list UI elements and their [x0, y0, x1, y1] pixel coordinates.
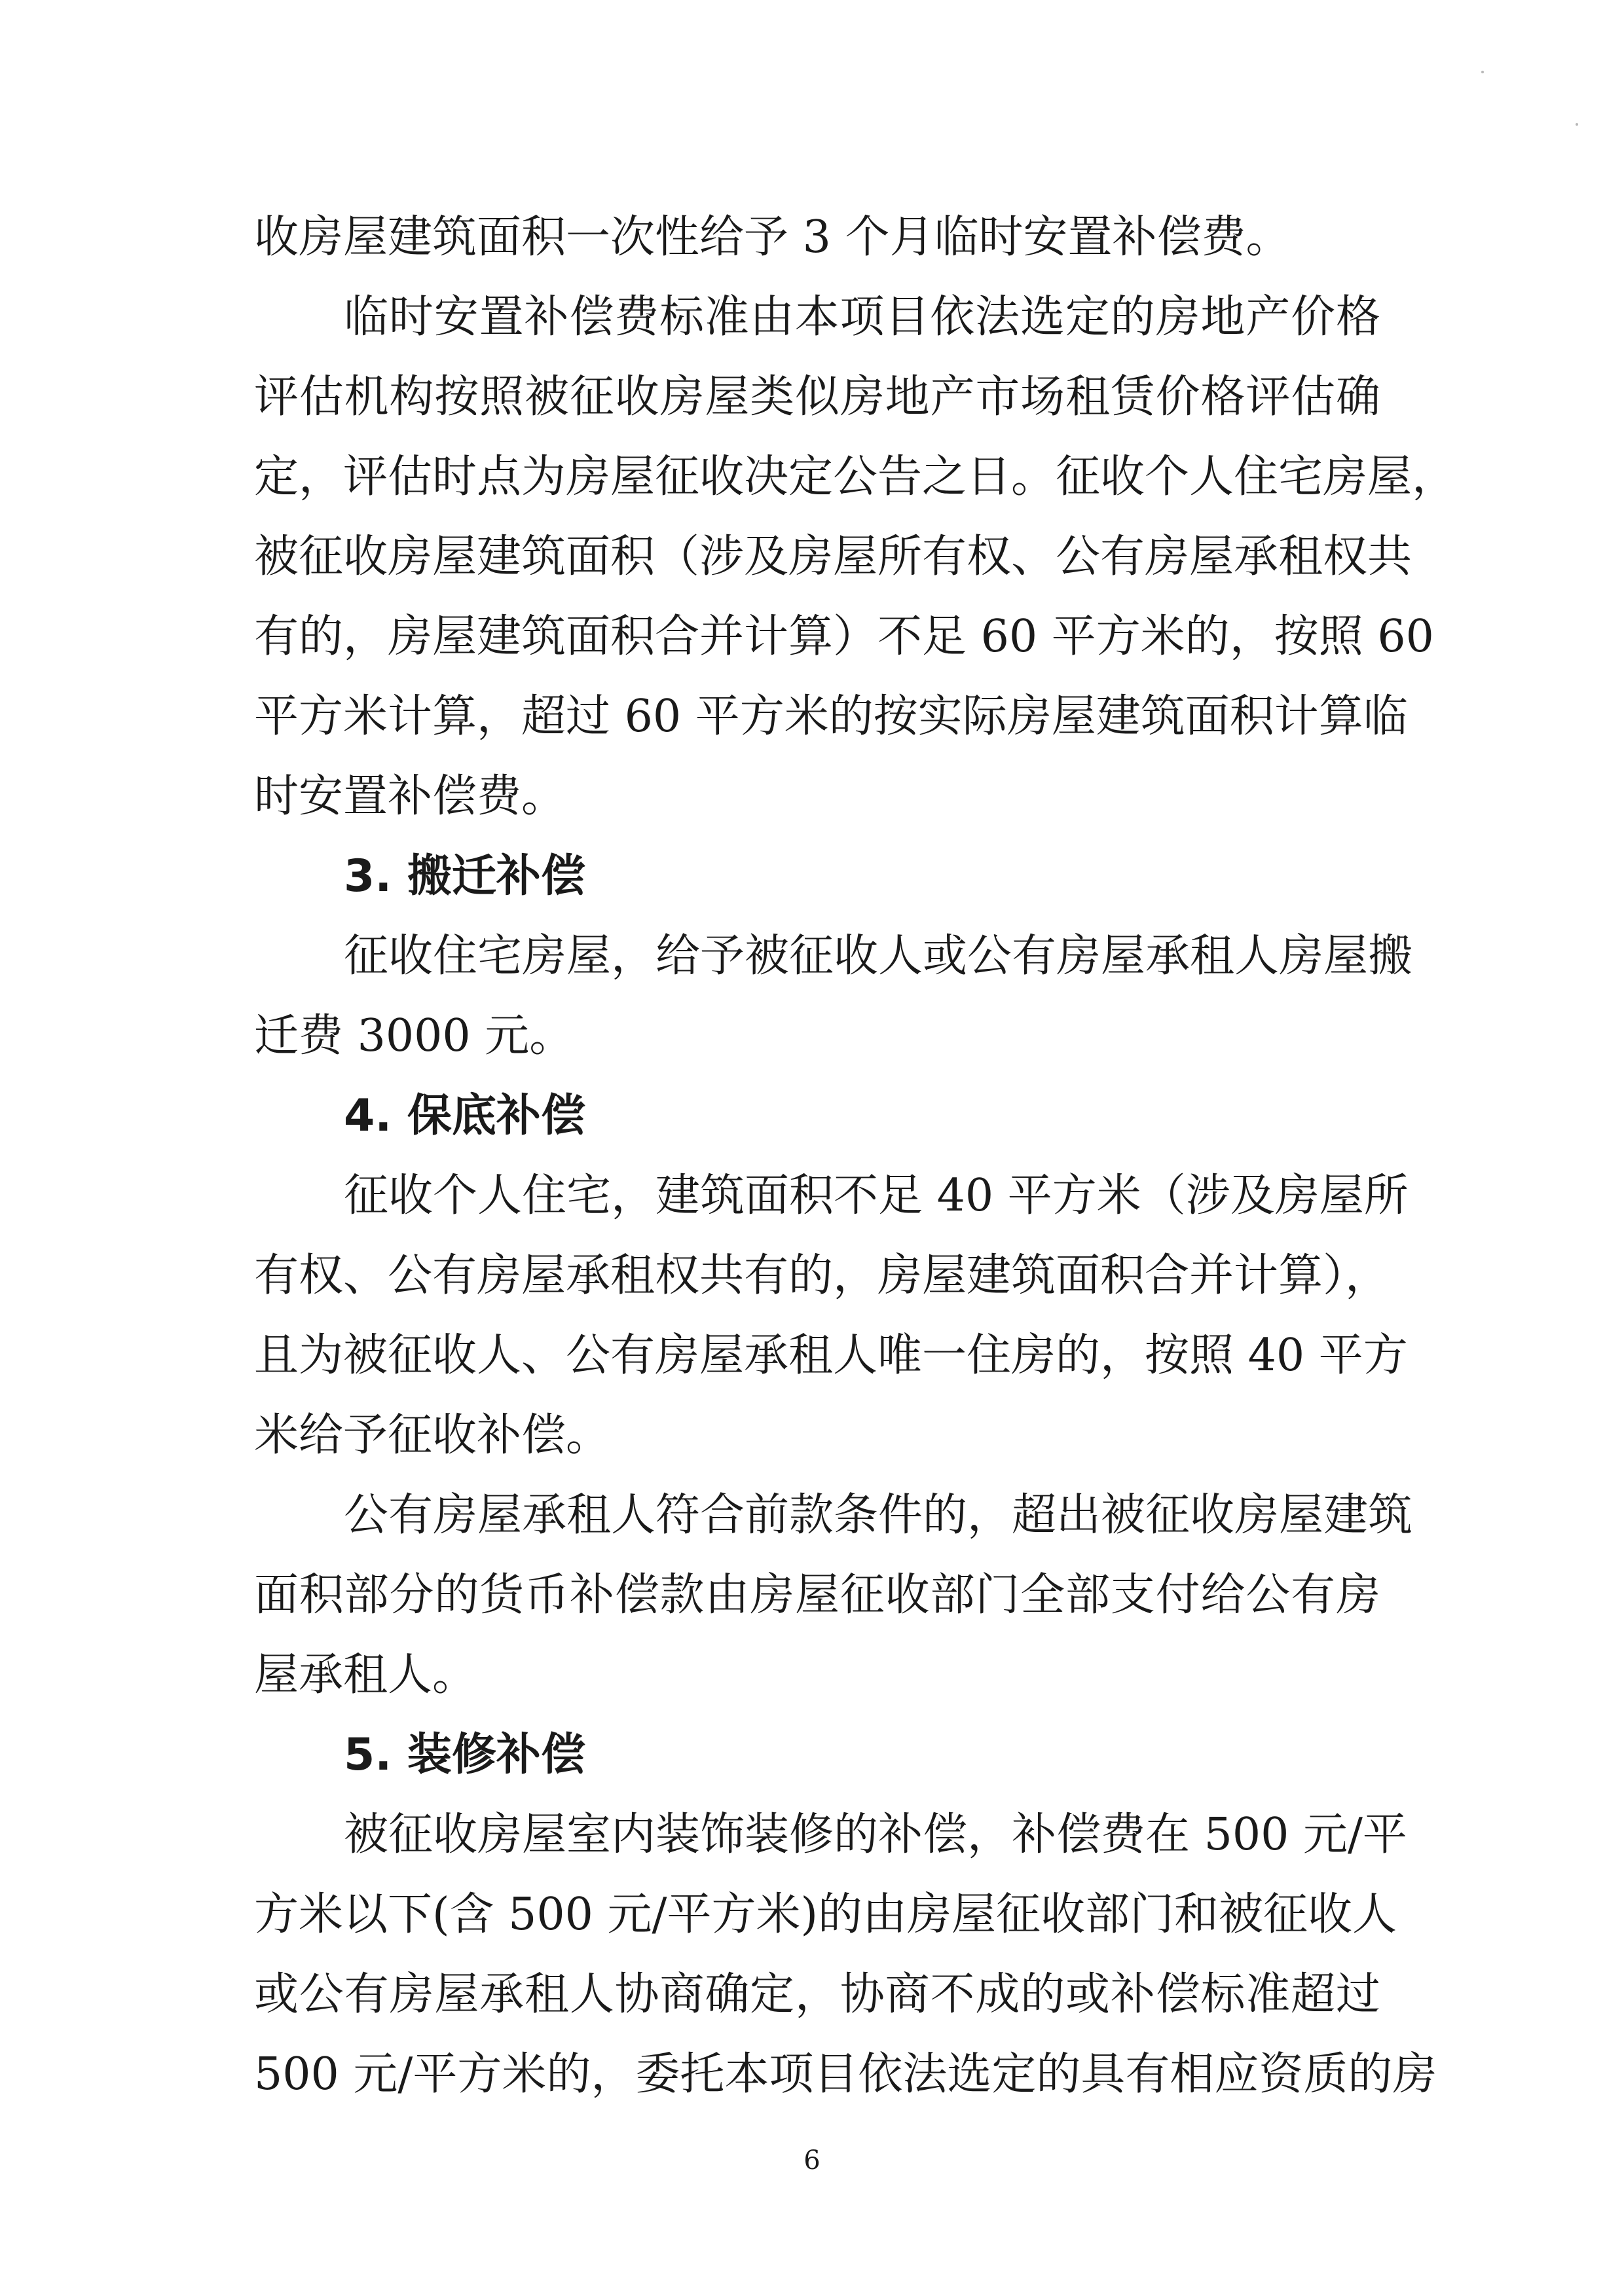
section-heading-relocation: 3. 搬迁补偿	[344, 850, 585, 902]
text-line: 有的，房屋建筑面积合并计算）不足 60 平方米的，按照 60	[254, 611, 1434, 663]
text-line: 被征收房屋室内装饰装修的补偿，补偿费在 500 元/平	[344, 1809, 1407, 1861]
scan-speck	[1481, 71, 1484, 73]
text-line: 且为被征收人、公有房屋承租人唯一住房的，按照 40 平方	[254, 1330, 1408, 1381]
text-line: 有权、公有房屋承租权共有的，房屋建筑面积合并计算），	[254, 1250, 1390, 1302]
text-line: 500 元/平方米的，委托本项目依法选定的具有相应资质的房	[254, 2049, 1437, 2100]
text-line: 米给予征收补偿。	[254, 1410, 611, 1461]
text-line: 面积部分的货币补偿款由房屋征收部门全部支付给公有房	[254, 1569, 1380, 1621]
text-line: 定，评估时点为房屋征收决定公告之日。征收个人住宅房屋，	[254, 451, 1457, 503]
text-line: 收房屋建筑面积一次性给予 3 个月临时安置补偿费。	[254, 211, 1291, 263]
text-line: 征收住宅房屋，给予被征收人或公有房屋承租人房屋搬	[344, 930, 1413, 982]
text-line: 临时安置补偿费标准由本项目依法选定的房地产价格	[344, 291, 1380, 343]
text-line: 被征收房屋建筑面积（涉及房屋所有权、公有房屋承租权共	[254, 531, 1412, 583]
page-number: 6	[803, 2145, 821, 2176]
text-line: 方米以下(含 500 元/平方米)的由房屋征收部门和被征收人	[254, 1889, 1397, 1941]
text-line: 时安置补偿费。	[254, 771, 566, 822]
text-line: 征收个人住宅，建筑面积不足 40 平方米（涉及房屋所	[344, 1170, 1409, 1222]
text-line: 或公有房屋承租人协商确定，协商不成的或补偿标准超过	[254, 1969, 1380, 2020]
text-line: 评估机构按照被征收房屋类似房地产市场租赁价格评估确	[254, 371, 1380, 423]
text-line: 公有房屋承租人符合前款条件的，超出被征收房屋建筑	[344, 1489, 1413, 1541]
text-line: 迁费 3000 元。	[254, 1010, 574, 1062]
section-heading-decoration: 5. 装修补偿	[344, 1729, 585, 1781]
text-line: 屋承租人。	[254, 1649, 477, 1701]
scan-speck	[1576, 123, 1578, 126]
section-heading-minimum: 4. 保底补偿	[344, 1090, 585, 1142]
text-line: 平方米计算，超过 60 平方米的按实际房屋建筑面积计算临	[254, 691, 1408, 742]
